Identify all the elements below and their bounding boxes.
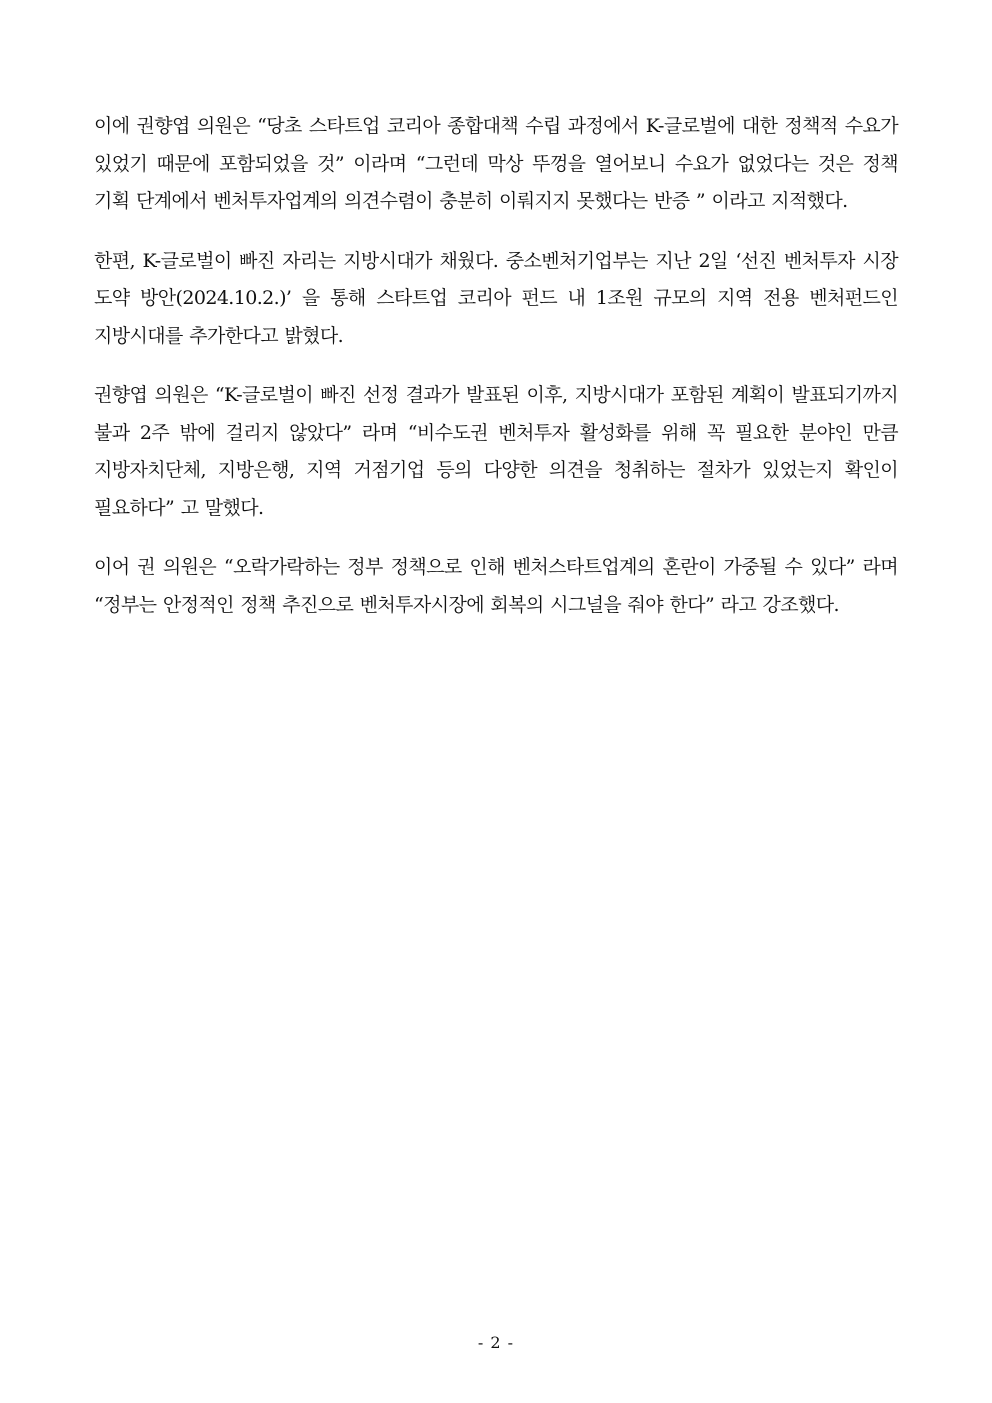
article-body — [94, 108, 898, 646]
paragraph-1: 이에 권향엽 의원은 “당초 스타트업 코리아 종합대책 수립 과정에서 K-글로벌에 대한 정책적 수요가 있었기 때문에 포함되었을 것” 이라며 “그런데 막상 뚜껑을 열어보니 수요가 없었다는 것은 정책 기획 단계에서 벤처투자업계의 의견수렴이 충분히 이뤄지지 못했다는 반증 ” 이라고 지적했다. — [94, 115, 898, 212]
page-number: - 2 - — [477, 1333, 515, 1352]
paragraph-2: 한편, K-글로벌이 빠진 자리는 지방시대가 채웠다. 중소벤처기업부는 지난 2일 ‘선진 벤처투자 시장 도약 방안(2024.10.2.)’ 을 통해 스타트업 코리아 펀드 내 1조원 규모의 지역 전용 벤처펀드인 지방시대를 추가한다고 밝혔다. — [94, 249, 898, 347]
paragraph-4: 이어 권 의원은 “오락가락하는 정부 정책으로 인해 벤처스타트업계의 혼란이 가중될 수 있다” 라며 “정부는 안정적인 정책 추진으로 벤처투자시장에 회복의 시그널을 줘야 한다” 라고 강조했다. — [94, 556, 898, 616]
paragraph-3: 권향엽 의원은 “K-글로벌이 빠진 선정 결과가 발표된 이후, 지방시대가 포함된 계획이 발표되기까지 불과 2주 밖에 걸리지 않았다” 라며 “비수도권 벤처투자 활성화를 위해 꼭 필요한 분야인 만큼 지방자치단체, 지방은행, 지역 거점기업 등의 다양한 의견을 청취하는 절차가 있었는지 확인이 필요하다” 고 말했다. — [94, 384, 898, 519]
